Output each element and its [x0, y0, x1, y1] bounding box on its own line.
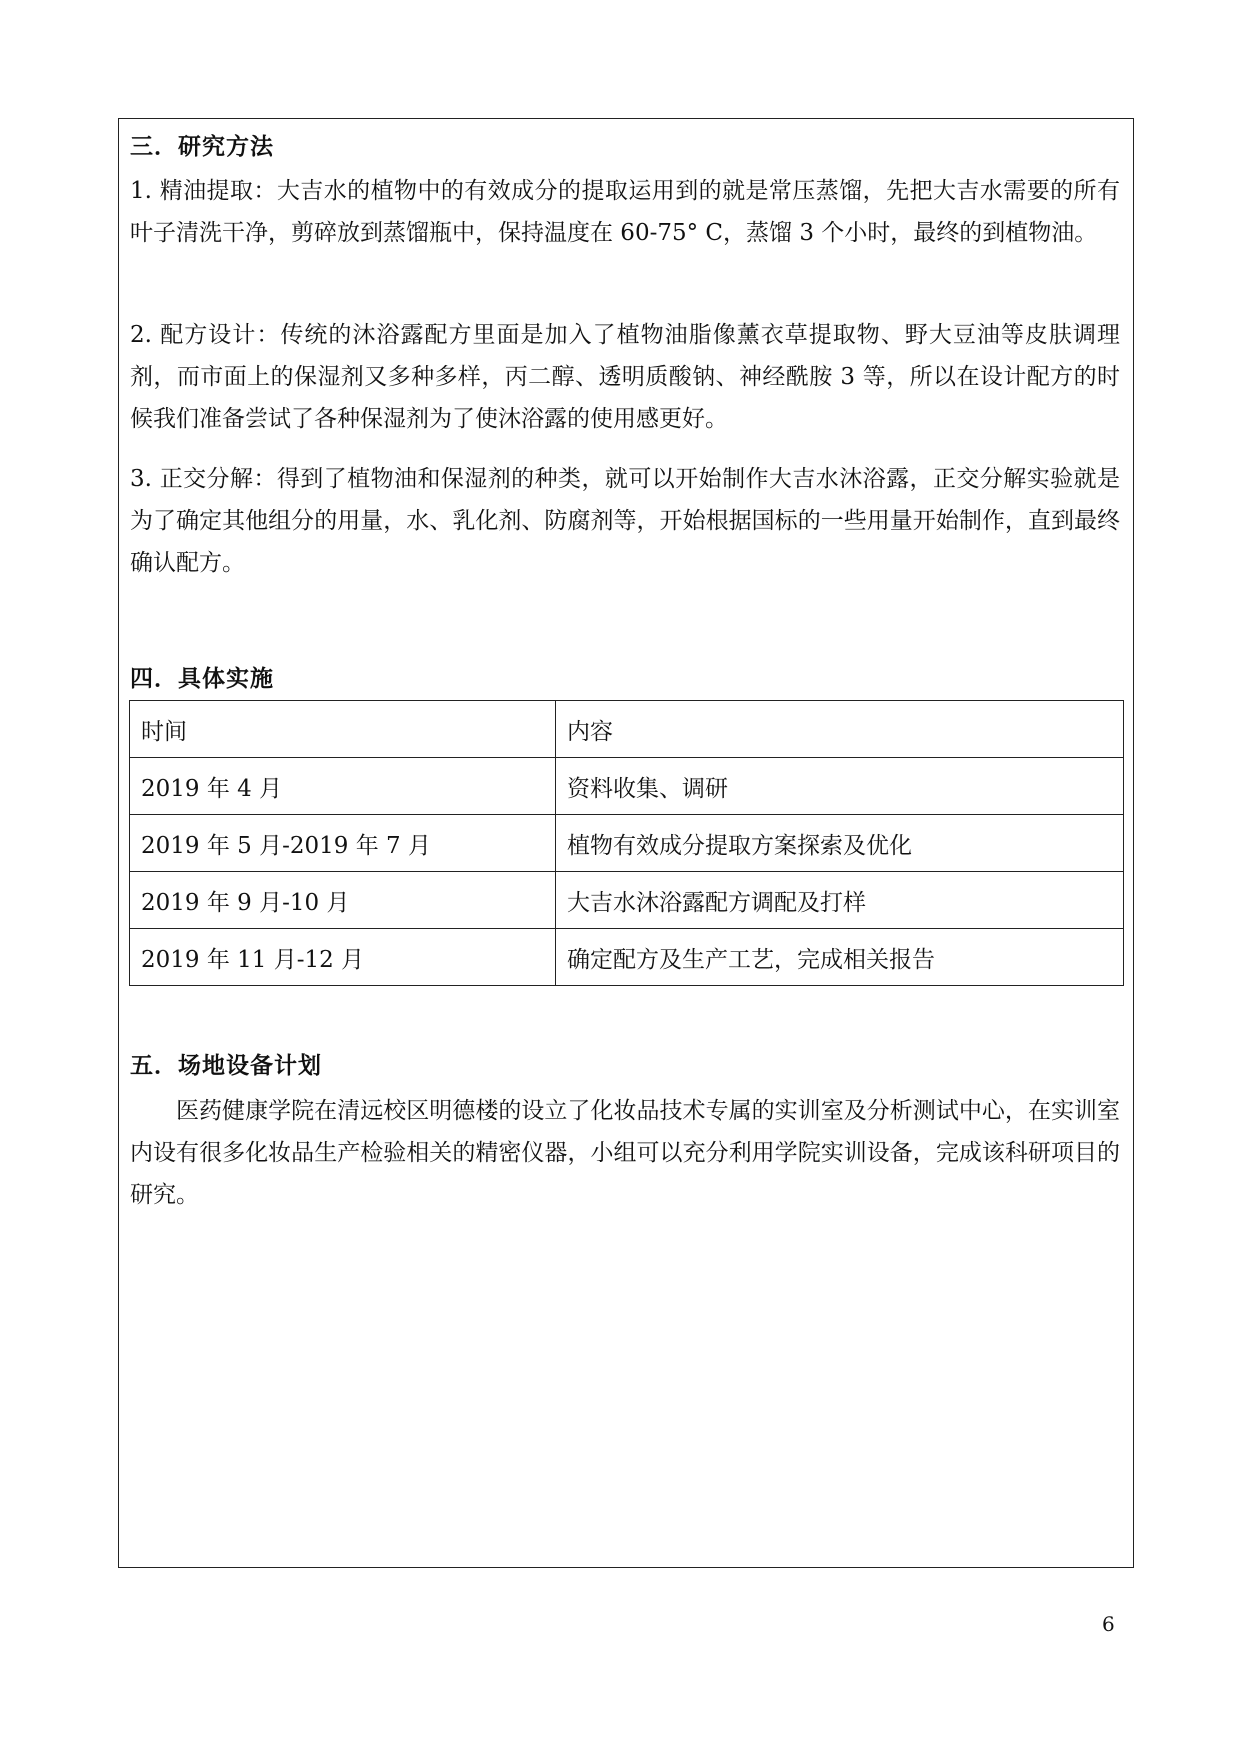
- table-header-content: 内容: [556, 701, 1124, 758]
- table-cell-content: 大吉水沐浴露配方调配及打样: [556, 872, 1124, 929]
- table-cell-time: 2019 年 5 月-2019 年 7 月: [130, 815, 556, 872]
- section-4-title: 四．具体实施: [130, 665, 274, 692]
- table-cell-time: 2019 年 11 月-12 月: [130, 929, 556, 986]
- table-cell-time: 2019 年 9 月-10 月: [130, 872, 556, 929]
- method-item-3: 3. 正交分解：得到了植物油和保湿剂的种类，就可以开始制作大吉水沐浴露，正交分解实验就是为了确定其他组分的用量，水、乳化剂、防腐剂等，开始根据国标的一些用量开始制作，直到最终确认配方。: [130, 466, 1120, 576]
- method-item-2: 2. 配方设计：传统的沐浴露配方里面是加入了植物油脂像薰衣草提取物、野大豆油等皮肤调理剂，而市面上的保湿剂又多种多样，丙二醇、透明质酸钠、神经酰胺 3 等，所以在设计配方的时候我们准备尝试了各种保湿剂为了使沐浴露的使用感更好。: [130, 322, 1120, 432]
- table-cell-time: 2019 年 4 月: [130, 758, 556, 815]
- venue-equipment-text: 医药健康学院在清远校区明德楼的设立了化妆品技术专属的实训室及分析测试中心，在实训室内设有很多化妆品生产检验相关的精密仪器，小组可以充分利用学院实训设备，完成该科研项目的研究。: [130, 1098, 1120, 1208]
- table-row: [130, 929, 1124, 986]
- page-number: 6: [1102, 1612, 1115, 1636]
- table-header-row: [130, 701, 1124, 758]
- schedule-table: [129, 700, 1124, 986]
- table-cell-content: 确定配方及生产工艺，完成相关报告: [556, 929, 1124, 986]
- table-cell-content: 资料收集、调研: [556, 758, 1124, 815]
- table-cell-content: 植物有效成分提取方案探索及优化: [556, 815, 1124, 872]
- table-row: [130, 815, 1124, 872]
- table-header-time: 时间: [130, 701, 556, 758]
- method-item-1: 1. 精油提取：大吉水的植物中的有效成分的提取运用到的就是常压蒸馏，先把大吉水需要的所有叶子清洗干净，剪碎放到蒸馏瓶中，保持温度在 60-75° C，蒸馏 3 个小时，最终的到植物油。: [130, 178, 1120, 246]
- section-3-title: 三．研究方法: [130, 133, 274, 160]
- table-row: [130, 872, 1124, 929]
- table-row: [130, 758, 1124, 815]
- section-5-title: 五．场地设备计划: [130, 1052, 322, 1079]
